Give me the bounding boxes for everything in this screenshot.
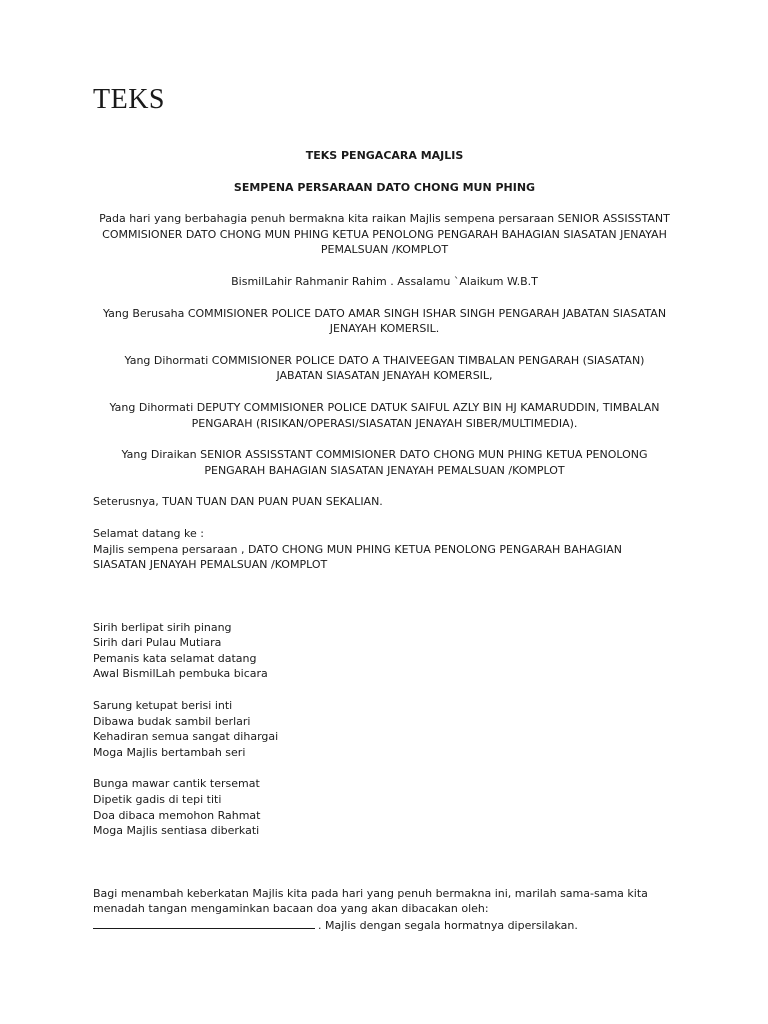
greeting-line: Yang Berusaha COMMISIONER POLICE DATO AMAR SINGH ISHAR SINGH PENGARAH JABATAN SIASATAN bbox=[102, 306, 667, 320]
greeting-line: Yang Dihormati DEPUTY COMMISIONER POLICE DATUK SAIFUL AZLY BIN HJ KAMARUDDIN, TIMBALAN bbox=[109, 400, 660, 414]
pantun-stanza bbox=[93, 698, 676, 760]
pantun-line: Doa dibaca memohon Rahmat bbox=[93, 808, 261, 822]
document-body bbox=[93, 148, 676, 934]
pantun-line: Bunga mawar cantik tersemat bbox=[93, 777, 260, 791]
heading-teks-pengacara: TEKS PENGACARA MAJLIS bbox=[305, 149, 464, 162]
closing-line: menadah tangan mengaminkan bacaan doa yang akan dibacakan oleh: bbox=[93, 902, 489, 916]
closing-line: Bagi menambah keberkatan Majlis kita pada hari yang penuh bermakna ini, marilah sama-sama kita bbox=[93, 886, 648, 900]
greeting-paragraph bbox=[93, 353, 676, 384]
intro-line: COMMISIONER DATO CHONG MUN PHING KETUA PENOLONG PENGARAH BAHAGIAN SIASATAN JENAYAH bbox=[102, 227, 667, 241]
pantun-line: Moga Majlis bertambah seri bbox=[93, 745, 246, 759]
greeting-paragraph bbox=[93, 400, 676, 431]
greeting-line: PENGARAH (RISIKAN/OPERASI/SIASATAN JENAYAH SIBER/MULTIMEDIA). bbox=[191, 416, 578, 430]
pantun-line: Sirih dari Pulau Mutiara bbox=[93, 636, 222, 650]
welcome-line: Selamat datang ke : bbox=[93, 526, 204, 540]
greeting-line: JABATAN SIASATAN JENAYAH KOMERSIL, bbox=[276, 369, 493, 383]
pantun-line: Dibawa budak sambil berlari bbox=[93, 714, 251, 728]
closing-paragraph bbox=[93, 886, 676, 934]
pantun-line: Moga Majlis sentiasa diberkati bbox=[93, 824, 260, 838]
pantun-line: Sarung ketupat berisi inti bbox=[93, 699, 233, 713]
greeting-paragraph bbox=[93, 447, 676, 478]
document-title: TEKS bbox=[93, 84, 165, 115]
pantun-line: Dipetik gadis di tepi titi bbox=[93, 793, 222, 807]
salam-line: BismilLahir Rahmanir Rahim . Assalamu `Alaikum W.B.T bbox=[231, 274, 538, 288]
signature-blank-line bbox=[93, 917, 315, 929]
greeting-line: JENAYAH KOMERSIL. bbox=[329, 322, 440, 336]
pantun-line: Sirih berlipat sirih pinang bbox=[93, 620, 232, 634]
greeting-line: Yang Diraikan SENIOR ASSISSTANT COMMISIONER DATO CHONG MUN PHING KETUA PENOLONG bbox=[121, 448, 648, 462]
seterusnya-line: Seterusnya, TUAN TUAN DAN PUAN PUAN SEKALIAN. bbox=[93, 495, 383, 509]
pantun-stanza bbox=[93, 776, 676, 838]
welcome-line: SIASATAN JENAYAH PEMALSUAN /KOMPLOT bbox=[93, 558, 328, 572]
greeting-line: PENGARAH BAHAGIAN SIASATAN JENAYAH PEMALSUAN /KOMPLOT bbox=[204, 463, 565, 477]
intro-paragraph bbox=[93, 211, 676, 258]
pantun-stanza bbox=[93, 620, 676, 682]
pantun-line: Kehadiran semua sangat dihargai bbox=[93, 730, 279, 744]
welcome-line: Majlis sempena persaraan , DATO CHONG MUN PHING KETUA PENOLONG PENGARAH BAHAGIAN bbox=[93, 542, 622, 556]
pantun-line: Awal BismilLah pembuka bicara bbox=[93, 667, 268, 681]
intro-line: PEMALSUAN /KOMPLOT bbox=[320, 243, 449, 257]
intro-line: Pada hari yang berbahagia penuh bermakna kita raikan Majlis sempena persaraan SENIOR ASSISSTANT bbox=[99, 212, 670, 226]
closing-end-text: . Majlis dengan segala hormatnya dipersilakan. bbox=[318, 919, 578, 932]
greeting-line: Yang Dihormati COMMISIONER POLICE DATO A THAIVEEGAN TIMBALAN PENGARAH (SIASATAN) bbox=[124, 353, 645, 367]
heading-sempena: SEMPENA PERSARAAN DATO CHONG MUN PHING bbox=[233, 180, 536, 194]
welcome-paragraph bbox=[93, 526, 676, 573]
greeting-paragraph bbox=[93, 306, 676, 337]
closing-line bbox=[93, 917, 676, 934]
pantun-line: Pemanis kata selamat datang bbox=[93, 651, 257, 665]
